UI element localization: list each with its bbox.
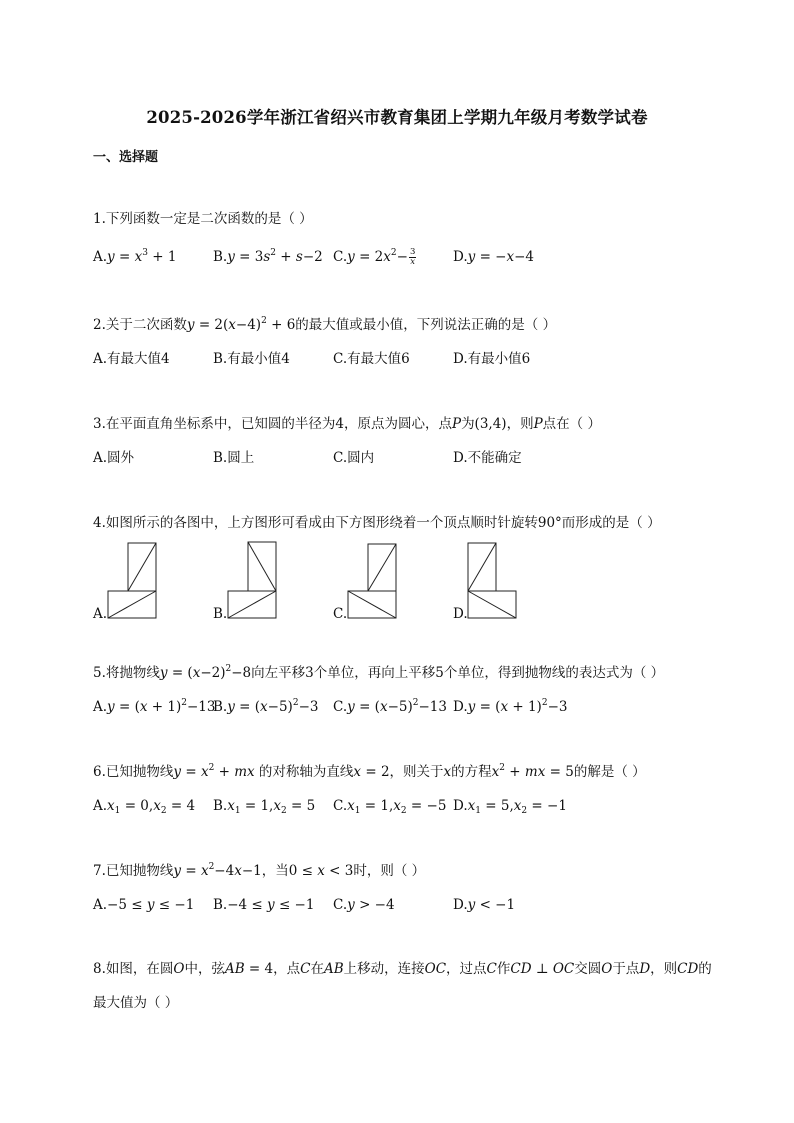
question-4-figure-b[interactable] xyxy=(224,540,280,622)
question-6-option-a[interactable]: $A.x_1 = 0,x_2 = 4$ xyxy=(93,798,196,816)
question-5-option-a[interactable]: $A.y = (x + 1)^2-13$ xyxy=(93,698,216,715)
question-5-option-d[interactable]: $D.y = (x + 1)^2-3$ xyxy=(453,698,568,715)
figure-a-lower-diagonal xyxy=(108,591,156,618)
question-4-option-a-label[interactable]: A. xyxy=(93,606,108,622)
question-3-option-a[interactable]: A.圆外 xyxy=(93,450,135,466)
question-1-option-d[interactable]: D.y = −x−4 xyxy=(453,249,535,265)
question-4-figure-d[interactable] xyxy=(464,540,520,622)
figure-b-upper-diagonal xyxy=(248,542,276,591)
figure-c-upper-diagonal xyxy=(368,544,396,591)
question-2-stem: 2.关于二次函数$y = 2(x-4)^2 + 6$的最大值或最小值，下列说法正确的是（ ） xyxy=(93,316,557,333)
question-2-option-c[interactable]: C.有最大值6 xyxy=(333,351,410,367)
question-4-option-d-label[interactable]: D. xyxy=(453,606,468,622)
question-6-stem: 6.已知抛物线$y = x^2$ + mx 的对称轴为直线x = 2，则关于x的方程$x^2$ + mx = 5的解是（ ） xyxy=(93,763,646,780)
question-7-stem: 7.已知抛物线$y = x^2-4x-1$，当0 ≤ x < 3时，则（ ） xyxy=(93,862,426,879)
question-3-stem: 3.在平面直角坐标系中，已知圆的半径为4，原点为圆心，点P为(3,4)，则P点在（ ） xyxy=(93,416,601,432)
question-7-option-a[interactable]: A.−5 ≤ y ≤ −1 xyxy=(93,897,195,913)
question-2-option-d[interactable]: D.有最小值6 xyxy=(453,351,531,367)
question-4-figure-a[interactable] xyxy=(104,540,160,622)
question-3-option-c[interactable]: C.圆内 xyxy=(333,450,375,466)
question-2-option-a[interactable]: A.有最大值4 xyxy=(93,351,170,367)
question-5-option-b[interactable]: $B.y = (x-5)^2-3$ xyxy=(213,698,319,715)
question-5-stem: 5.将抛物线$y = (x-2)^2-8$向左平移3个单位，再向上平移5个单位，得到抛物线的表达式为（ ） xyxy=(93,664,665,681)
figure-c-lower-diagonal xyxy=(348,591,396,618)
question-4-option-b-label[interactable]: B. xyxy=(213,606,228,622)
question-7-option-d[interactable]: D.y < −1 xyxy=(453,897,516,913)
figure-d-lower-diagonal xyxy=(468,591,516,618)
question-4-option-c-label[interactable]: C. xyxy=(333,606,348,622)
question-3-option-d[interactable]: D.不能确定 xyxy=(453,450,522,466)
question-4-stem: 4.如图所示的各图中，上方图形可看成由下方图形绕着一个顶点顺时针旋转90°而形成的是（ ） xyxy=(93,515,661,531)
question-1-option-a[interactable]: $A.y = x^3 + 1$ xyxy=(93,248,177,265)
question-6-option-c[interactable]: $C.x_1 = 1,x_2 = -5$ xyxy=(333,798,447,816)
question-1-option-b[interactable]: $B.y = 3s^2 + s-2$ xyxy=(213,248,323,265)
figure-b-lower-diagonal xyxy=(228,591,276,618)
exam-title: 2025-2026学年浙江省绍兴市教育集团上学期九年级月考数学试卷 xyxy=(146,108,648,127)
question-1-option-c[interactable]: $C.y = 2x^2-$ $\frac{3}{x}$ xyxy=(333,247,416,267)
question-1-stem: 1.下列函数一定是二次函数的是（ ） xyxy=(93,211,313,227)
question-6-option-d[interactable]: $D.x_1 = 5,x_2 = -1$ xyxy=(453,798,567,816)
figure-d-upper-diagonal xyxy=(468,543,496,591)
question-8-stem-line-1: 8.如图，在圆O中，弦AB = 4，点C在AB上移动，连接OC，过点C作CD ⊥ OC交圆O于点D，则CD的 xyxy=(93,961,712,977)
question-8-stem-line-2: 最大值为（ ） xyxy=(93,995,179,1011)
question-7-option-c[interactable]: C.y > −4 xyxy=(333,897,395,913)
question-5-option-c[interactable]: $C.y = (x-5)^2-13$ xyxy=(333,698,447,715)
question-7-option-b[interactable]: B.−4 ≤ y ≤ −1 xyxy=(213,897,315,913)
section-heading: 一、选择题 xyxy=(93,150,159,165)
figure-a-upper-diagonal xyxy=(128,543,156,591)
question-6-option-b[interactable]: $B.x_1 = 1,x_2 = 5$ xyxy=(213,798,316,816)
question-3-option-b[interactable]: B.圆上 xyxy=(213,450,255,466)
question-4-figure-c[interactable] xyxy=(344,540,400,622)
question-2-option-b[interactable]: B.有最小值4 xyxy=(213,351,290,367)
